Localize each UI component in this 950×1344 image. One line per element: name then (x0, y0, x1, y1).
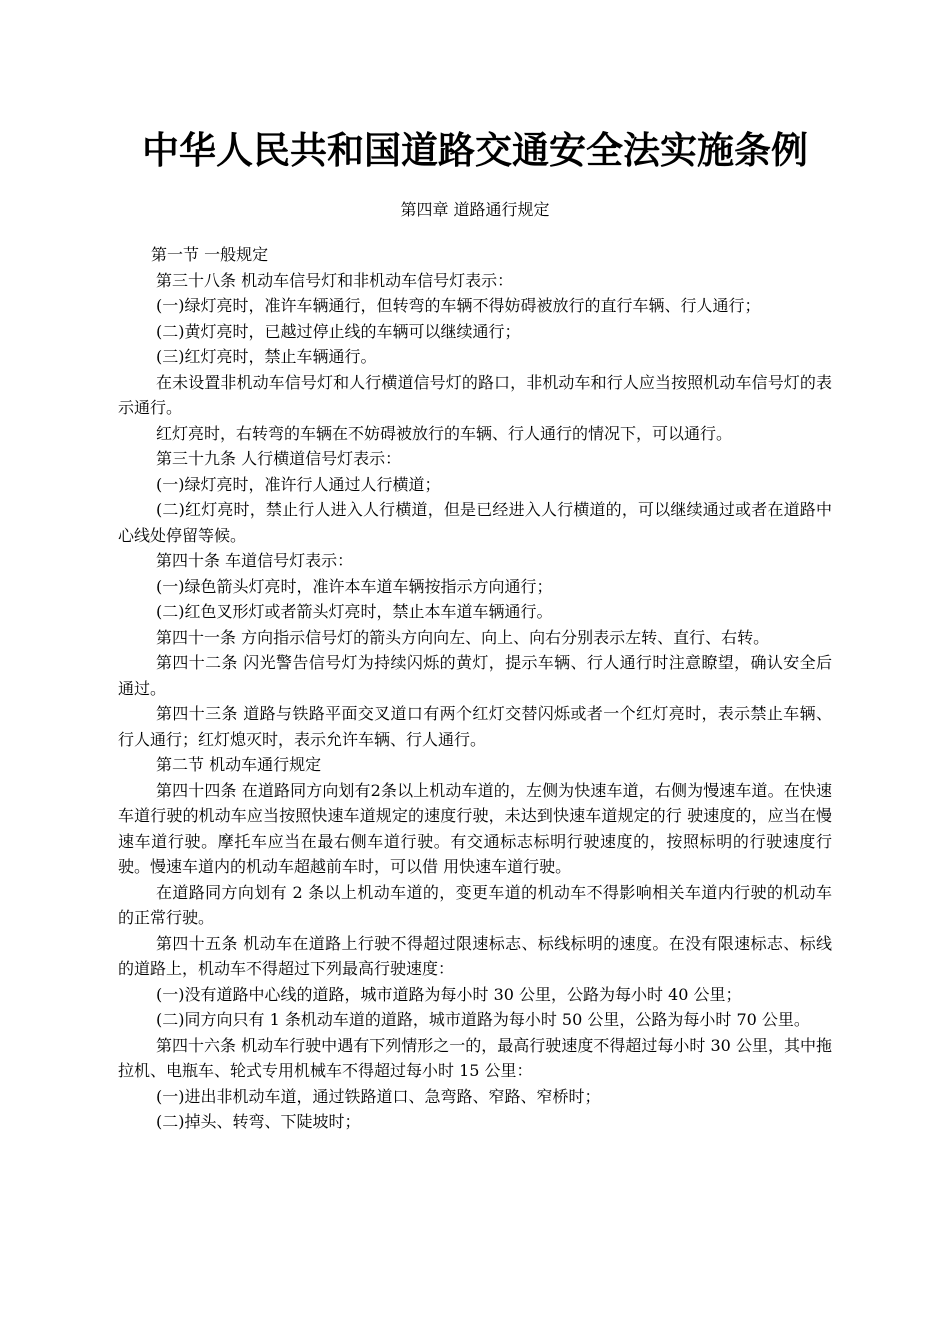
section-heading: 第一节 一般规定 (151, 245, 269, 264)
article-paragraph: 第三十八条 机动车信号灯和非机动车信号灯表示： (156, 270, 514, 290)
article-paragraph: 第四十条 车道信号灯表示： (156, 551, 354, 570)
article-paragraph: 第四十四条 在道路同方向划有2条以上机动车道的，左侧为快速车道，右侧为慢速车道。在快速车道行驶的机动车应当按照快速车道规定的速度行驶，未达到快速车道规定的行 驶速度的，应当在慢速车道行驶。摩托车应当在最右侧车道行驶。有交通标志标明行驶速度的，按照标明的行驶速度行驶。慢速车道内的机动车超越前车时，可以借 用快速车道行驶。 (118, 780, 832, 876)
list-item: (一)没有道路中心线的道路，城市道路为每小时 30 公里，公路为每小时 40 公里； (156, 984, 742, 1004)
article-paragraph: 第四十一条 方向指示信号灯的箭头方向向左、向上、向右分别表示左转、直行、右转。 (156, 627, 770, 647)
article-paragraph: 第四十五条 机动车在道路上行驶不得超过限速标志、标线标明的速度。在没有限速标志、标线的道路上，机动车不得超过下列最高行驶速度： (118, 933, 832, 978)
article-paragraph: 第四十六条 机动车行驶中遇有下列情形之一的，最高行驶速度不得超过每小时 30 公里，其中拖拉机、电瓶车、轮式专用机械车不得超过每小时 15 公里： (118, 1035, 832, 1080)
list-item: (二)同方向只有 1 条机动车道的道路，城市道路为每小时 50 公里，公路为每小时 70 公里。 (156, 1010, 810, 1029)
list-item: (二)掉头、转弯、下陡坡时； (156, 1112, 361, 1131)
list-item: (一)进出非机动车道，通过铁路道口、急弯路、窄路、窄桥时； (156, 1086, 601, 1106)
body-paragraph: 在道路同方向划有 2 条以上机动车道的，变更车道的机动车不得影响相关车道内行驶的机动车的正常行驶。 (118, 882, 832, 927)
document-body (118, 242, 832, 1135)
document-title: 中华人民共和国道路交通安全法实施条例 (142, 129, 808, 172)
list-item: (一)绿灯亮时，准许行人通过人行横道； (156, 474, 441, 494)
list-item: (二)红灯亮时，禁止行人进入人行横道，但是已经进入人行横道的，可以继续通过或者在道路中心线处停留等候。 (118, 500, 832, 545)
list-item: (一)绿灯亮时，准许车辆通行，但转弯的车辆不得妨碍被放行的直行车辆、行人通行； (156, 296, 761, 315)
list-item: (三)红灯亮时，禁止车辆通行。 (156, 347, 377, 366)
body-paragraph: 红灯亮时，右转弯的车辆在不妨碍被放行的车辆、行人通行的情况下，可以通行。 (156, 423, 733, 443)
article-paragraph: 第四十三条 道路与铁路平面交叉道口有两个红灯交替闪烁或者一个红灯亮时，表示禁止车辆、行人通行；红灯熄灭时，表示允许车辆、行人通行。 (118, 704, 832, 749)
body-paragraph: 在未设置非机动车信号灯和人行横道信号灯的路口，非机动车和行人应当按照机动车信号灯的表示通行。 (118, 372, 832, 417)
section-heading: 第二节 机动车通行规定 (156, 755, 322, 774)
article-paragraph: 第三十九条 人行横道信号灯表示： (156, 449, 402, 468)
article-paragraph: 第四十二条 闪光警告信号灯为持续闪烁的黄灯，提示车辆、行人通行时注意瞭望，确认安全后通过。 (118, 653, 832, 698)
list-item: (一)绿色箭头灯亮时，准许本车道车辆按指示方向通行； (156, 576, 553, 596)
list-item: (二)红色叉形灯或者箭头灯亮时，禁止本车道车辆通行。 (156, 602, 553, 621)
list-item: (二)黄灯亮时，已越过停止线的车辆可以继续通行； (156, 321, 521, 341)
chapter-heading: 第四章 道路通行规定 (400, 200, 550, 219)
